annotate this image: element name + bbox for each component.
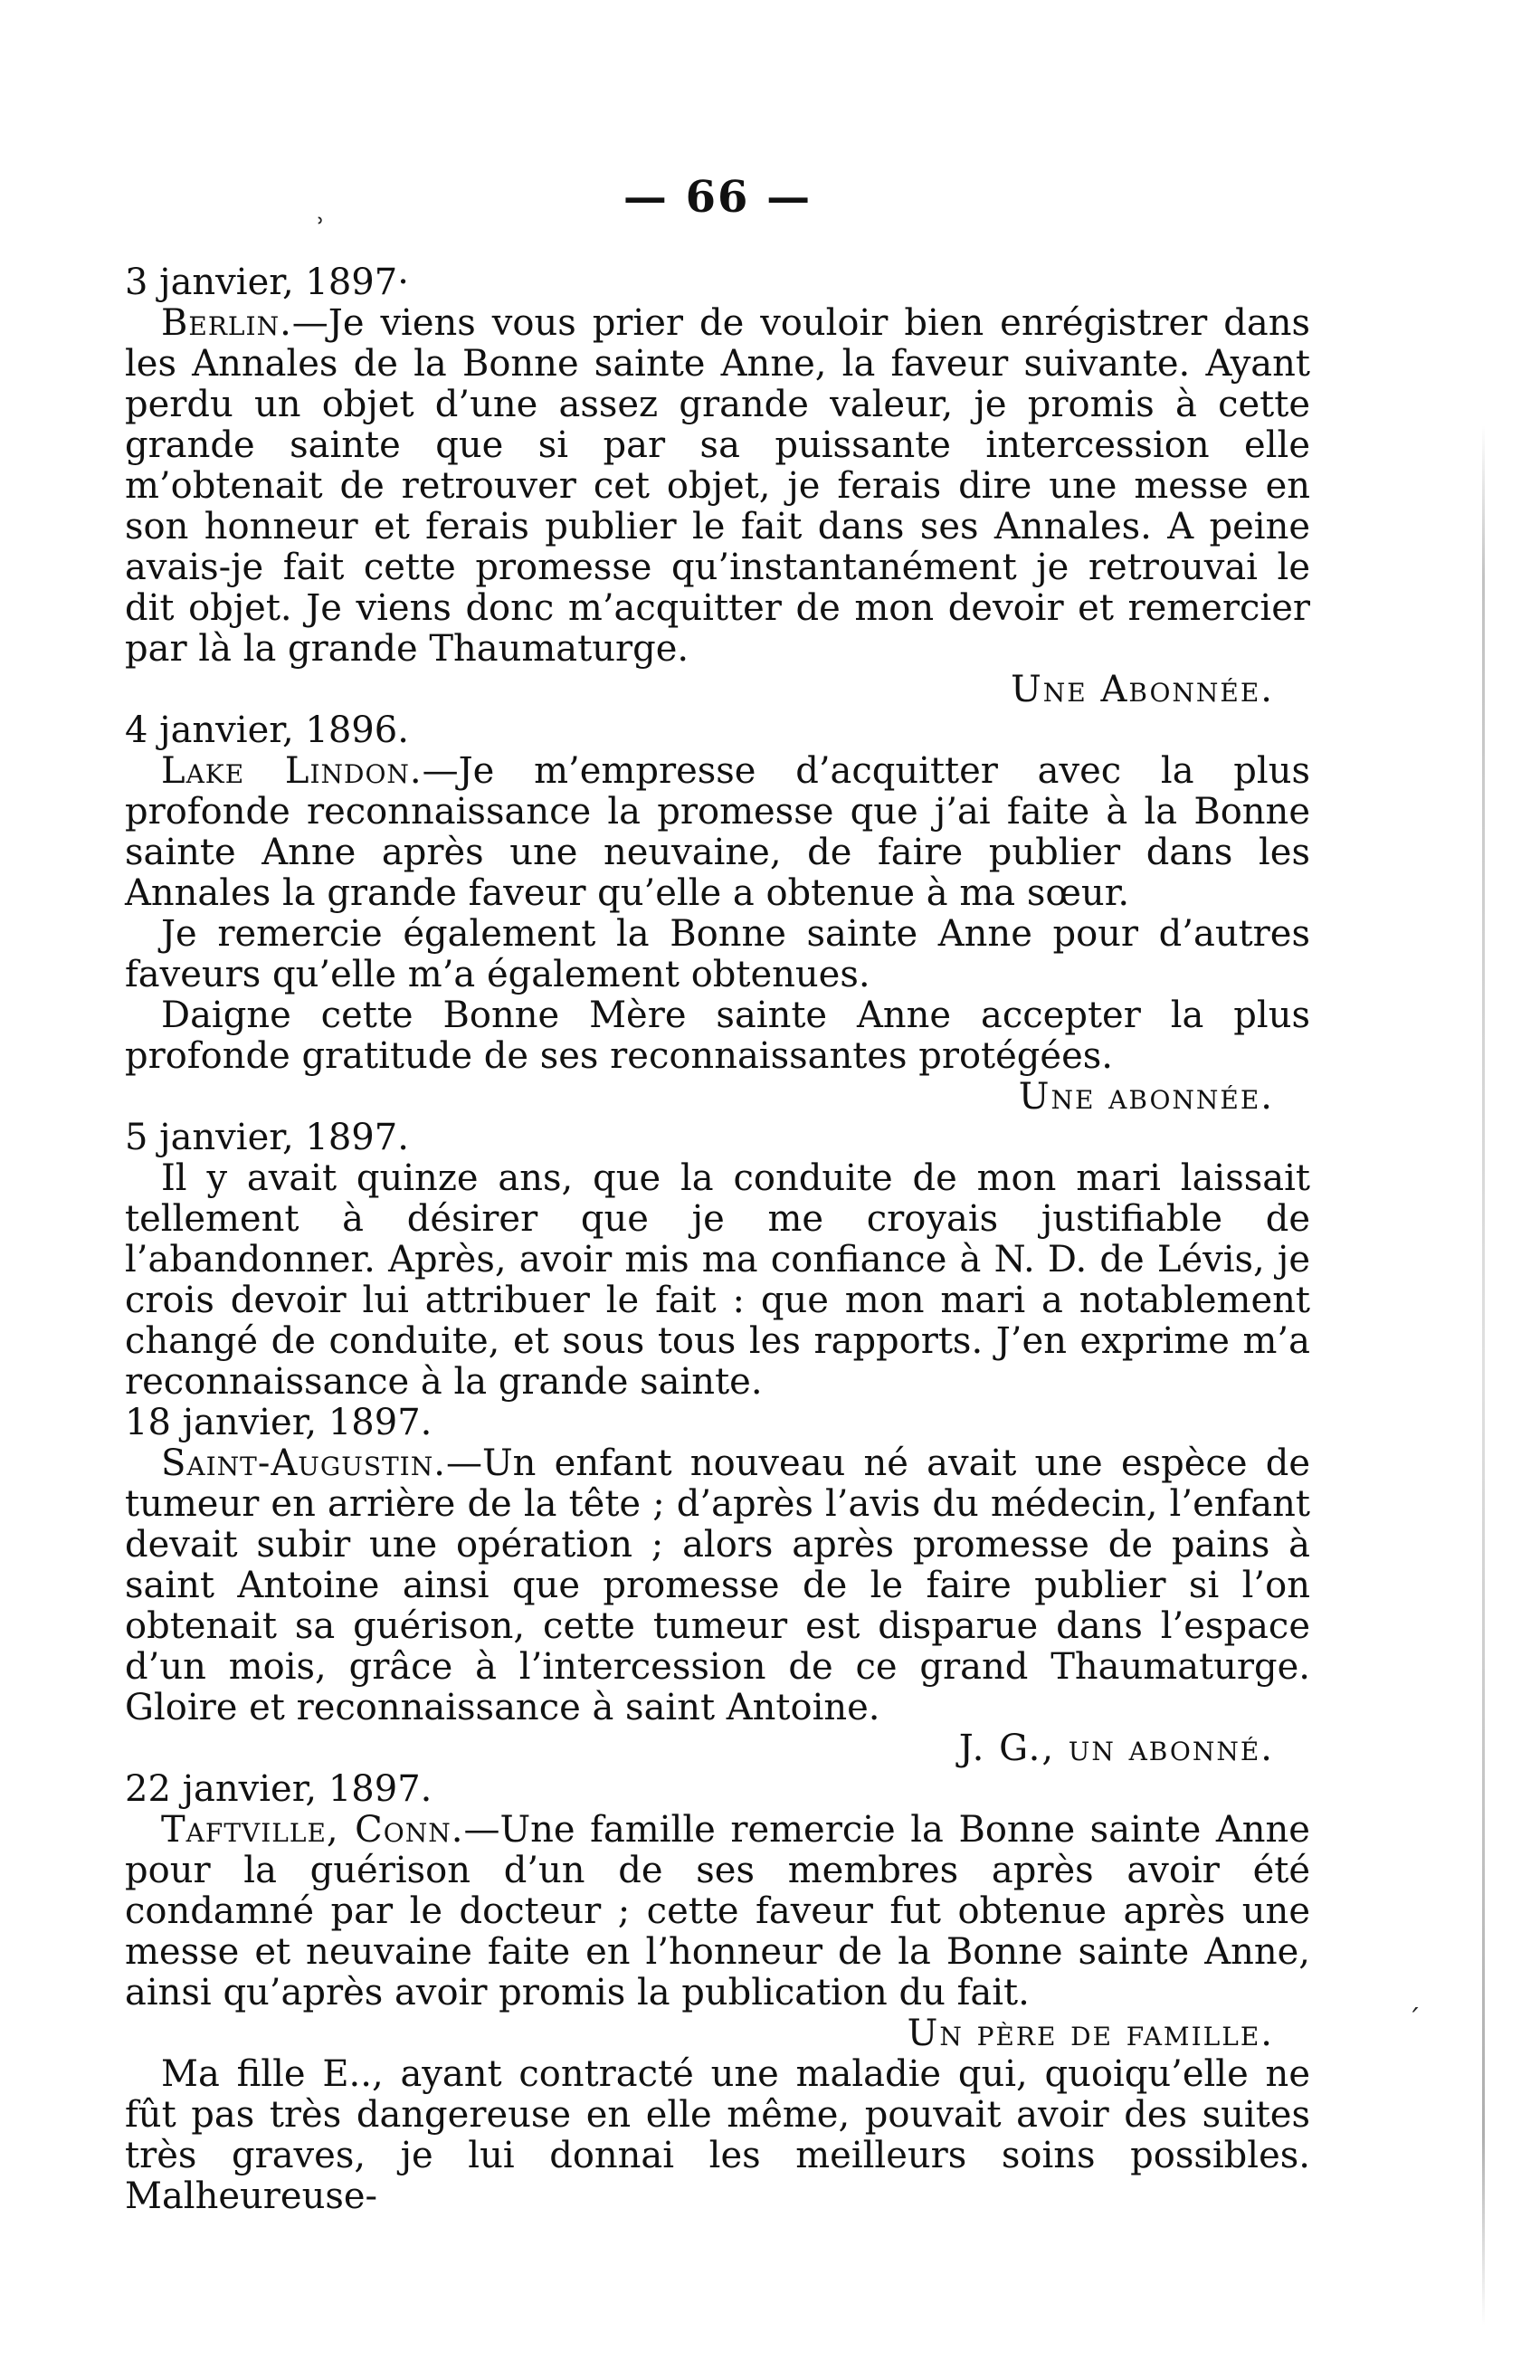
page-body [125, 262, 1310, 2217]
entry-body: —Je m’empresse d’acquitter avec la plus profonde reconnaissance la promesse que j’ai faite à la Bonne sainte Anne après une neuvaine, de faire publier dans les Annales la grande faveur qu’elle a obtenue à ma sœur. [125, 750, 1310, 914]
entry-text: Il y avait quinze ans, que la conduite de mon mari laissait tellement à désirer que je me croyais justifiable de l’abandonner. Après, avoir mis ma confiance à N. D. de Lévis, je crois devoir lui attribuer le fait : que mon mari a notablement changé de conduite, et sous tous les rapports. J’en exprime m’a reconnaissance à la grande sainte. [125, 1157, 1310, 1403]
entry-signature: J. G., un abonné. [958, 1728, 1274, 1769]
entry [125, 1118, 1310, 1403]
entry-paragraph: Daigne cette Bonne Mère sainte Anne accepter la plus profonde gratitude de ses reconnaissantes protégées. [125, 995, 1310, 1077]
entry [125, 1769, 1310, 2054]
margin-speck: ˒ [317, 206, 326, 238]
page [125, 0, 1310, 2380]
entry-text [125, 1443, 1310, 1728]
page-edge-shadow [1482, 425, 1485, 2326]
entry-date: 4 janvier, 1896. [125, 709, 409, 751]
entry-body: —Je viens vous prier de vouloir bien enrégistrer dans les Annales de la Bonne sainte Anne, la faveur suivante. Ayant perdu un objet d’une assez grande valeur, je promis à cette grande sainte que si par sa puissante intercession elle m’obtenait de retrouver cet objet, je ferais dire une messe en son honneur et ferais publier le fait dans ses Annales. A peine avais-je fait cette promesse qu’instantanément je retrouvai le dit objet. Je viens donc m’acquitter de mon devoir et remercier par là la grande Thaumaturge. [125, 302, 1310, 670]
entry-location: Taftville, Conn. [161, 1809, 464, 1851]
entry-location: Berlin. [161, 302, 292, 344]
entry-date: 5 janvier, 1897. [125, 1117, 409, 1158]
entry [125, 1403, 1310, 1769]
entry [125, 710, 1310, 1118]
entry-text [125, 1810, 1310, 2013]
entry-date: 18 janvier, 1897. [125, 1402, 433, 1443]
entry-signature: Une abonnée. [1018, 1076, 1274, 1118]
margin-speck: ´ [1407, 2004, 1421, 2036]
closing-paragraph: Ma fille E.., ayant contracté une maladie qui, quoiqu’elle ne fût pas très dangereuse en elle même, pouvait avoir des suites très graves, je lui donnai les meilleurs soins possibles. Malheureuse- [125, 2053, 1310, 2217]
entry-text [125, 751, 1310, 914]
entry-date: 3 janvier, 1897· [125, 262, 409, 303]
entry [125, 262, 1310, 710]
entry-location: Saint-Augustin. [161, 1442, 446, 1484]
entry-location: Lake Lindon. [161, 750, 423, 792]
entry-date: 22 janvier, 1897. [125, 1768, 433, 1810]
page-number: — 66 — [623, 172, 813, 223]
entry-body: —Un enfant nouveau né avait une espèce de tumeur en arrière de la tête ; d’après l’avis du médecin, l’enfant devait subir une opération ; alors après promesse de pains à saint Antoine ainsi que promesse de le faire publier si l’on obtenait sa guérison, cette tumeur est disparue dans l’espace d’un mois, grâce à l’intercession de ce grand Thaumaturge. Gloire et reconnaissance à saint Antoine. [125, 1442, 1310, 1728]
entry-body: —Une famille remercie la Bonne sainte Anne pour la guérison d’un de ses membres après avoir été condamné par le docteur ; cette faveur fut obtenue après une messe et neuvaine faite en l’honneur de la Bonne sainte Anne, ainsi qu’après avoir promis la publication du fait. [125, 1809, 1310, 2013]
entry-text [125, 303, 1310, 670]
entry-signature: Une Abonnée. [1011, 669, 1274, 710]
entry-signature: Un père de famille. [907, 2013, 1274, 2054]
entry-paragraph: Je remercie également la Bonne sainte Anne pour d’autres faveurs qu’elle m’a également obtenues. [125, 913, 1310, 995]
